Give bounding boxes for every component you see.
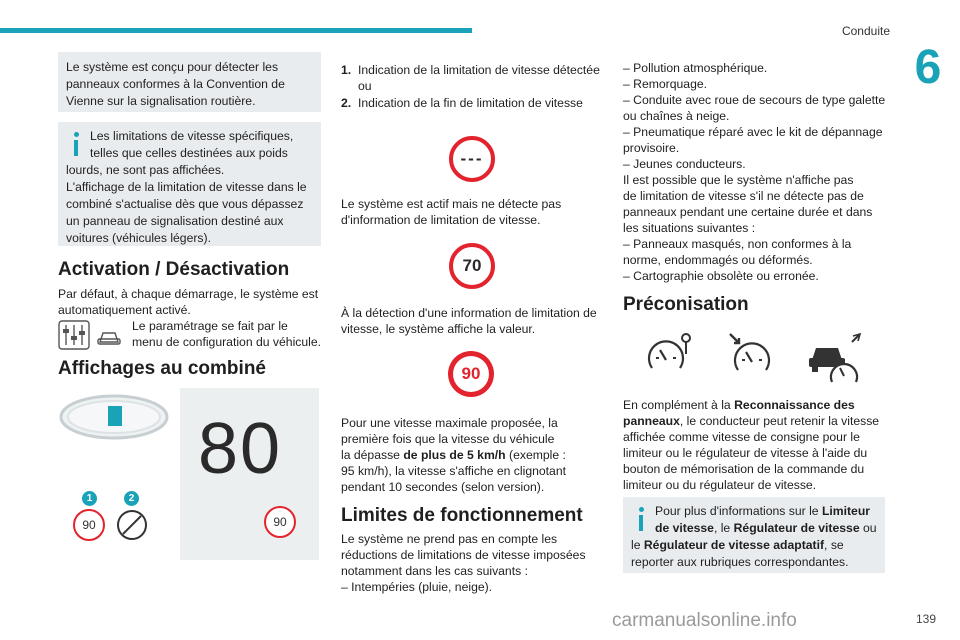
col3-line-8: Il est possible que le système n'affiche pas <box>623 173 854 187</box>
settings-icon <box>58 320 126 350</box>
activation-line-2: automatiquement activé. <box>58 303 191 317</box>
paragraph-2-line-1: À la détection d'une information de limitation de <box>341 306 597 320</box>
list-item-2-number: 2. <box>341 96 352 110</box>
preco-line-1b: Reconnaissance des <box>734 398 855 412</box>
activation-line-1: Par défaut, à chaque démarrage, le système est <box>58 287 319 301</box>
info-line-3: lourds, ne sont pas affichées. <box>66 163 225 177</box>
info2-line-2d: ou <box>859 521 877 535</box>
paragraph-4-line-4: – Intempéries (pluie, neige). <box>341 580 493 594</box>
speed-limit-sign-small <box>73 509 105 541</box>
info2-line-2b: , le <box>713 521 734 535</box>
info2-line-3b: Régulateur de vitesse adaptatif <box>643 538 825 552</box>
col3-line-7: – Jeunes conducteurs. <box>623 157 746 171</box>
paragraph-1-line-1: Le système est actif mais ne détecte pas <box>341 197 562 211</box>
paragraph-4-line-1: Le système ne prend pas en compte les <box>341 532 558 546</box>
preconisation-heading: Préconisation <box>623 294 749 315</box>
paragraph-3-line-5: pendant 10 secondes (selon version). <box>341 480 545 494</box>
section-title: Conduite <box>841 24 890 38</box>
info-icon-2 <box>639 515 643 531</box>
list-item-1-text: Indication de la limitation de vitesse détectée <box>358 63 600 77</box>
col3-line-3: – Conduite avec roue de secours de type galette <box>623 93 886 107</box>
info2-line-3a: le <box>631 538 644 552</box>
info2-line-1 <box>631 503 877 520</box>
info-box-2 <box>623 497 885 573</box>
activation-heading: Activation / Désactivation <box>58 259 290 280</box>
marker-1 <box>82 491 97 506</box>
info2-line-1b: Limiteur <box>821 504 871 518</box>
chapter-number: 6 <box>914 41 942 94</box>
paragraph-2-line-2: vitesse, le système affiche la valeur. <box>341 322 536 336</box>
intro-box <box>58 52 321 112</box>
info2-line-3 <box>631 537 877 554</box>
col3-line-11: les situations suivantes : <box>623 221 756 235</box>
cluster-speed-value: 80 <box>198 409 283 489</box>
preco-line-3: affichée comme vitesse de consigne pour le <box>623 430 860 444</box>
speed-limit-sign-small-value: 90 <box>82 518 96 532</box>
watermark: carmanualsonline.info <box>612 610 797 631</box>
info2-line-2a: de vitesse <box>655 521 714 535</box>
speed-sign-70 <box>449 243 495 289</box>
info-line-4: L'affichage de la limitation de vitesse dans le <box>66 180 307 194</box>
info-line-7: voitures (véhicules légers). <box>66 231 211 245</box>
paragraph-3-line-3a: la dépasse <box>341 448 404 462</box>
paragraph-3-line-3b: de plus de 5 km/h <box>403 448 506 462</box>
affichages-heading: Affichages au combiné <box>58 358 266 379</box>
speed-sign-90-value: 90 <box>461 364 481 383</box>
end-of-limit-icon <box>116 509 148 541</box>
speed-limiter-icon <box>646 330 694 378</box>
cruise-control-icon <box>726 330 774 378</box>
cluster-speed-sign <box>264 506 296 538</box>
col3-line-9: de limitation de vitesse s'il ne détecte pas de <box>623 189 864 203</box>
limites-heading: Limites de fonctionnement <box>341 505 583 526</box>
col3-line-6: provisoire. <box>623 141 680 155</box>
col3-line-14: – Cartographie obsolète ou erronée. <box>623 269 819 283</box>
list-item-1-or: ou <box>358 79 372 93</box>
preco-line-1 <box>623 397 855 414</box>
paragraph-4-line-3: notamment dans les cas suivants : <box>341 564 528 578</box>
info2-line-4: reporter aux rubriques correspondantes. <box>631 555 849 569</box>
paragraph-4-line-2: réductions de limitations de vitesse imposées <box>341 548 586 562</box>
cluster-lens-illustration <box>58 392 170 442</box>
col3-line-5: – Pneumatique réparé avec le kit de dépannage <box>623 125 883 139</box>
speed-sign-70-value: 70 <box>462 256 482 275</box>
marker-2-label: 2 <box>128 493 135 504</box>
page-number: 139 <box>915 612 936 626</box>
list-item-1-number: 1. <box>341 63 352 77</box>
info-line-6: un panneau de signalisation destiné aux <box>66 214 284 228</box>
col3-line-4: ou chaînes à neige. <box>623 109 730 123</box>
paragraph-3-line-4: 95 km/h), la vitesse s'affiche en clignotant <box>341 464 566 478</box>
info2-line-3c: , se <box>824 538 844 552</box>
speed-sign-90-flashing <box>448 351 494 397</box>
speed-sign-90-inner <box>453 356 489 392</box>
speed-sign-no-info <box>449 136 495 182</box>
marker-1-label: 1 <box>86 493 93 504</box>
info-icon <box>74 140 78 156</box>
info-icon-2-dot <box>639 507 644 512</box>
col3-line-10: panneaux pendant une certaine durée et dans <box>623 205 873 219</box>
paragraph-3-line-3c: (exemple : <box>505 448 566 462</box>
preco-line-2b: , le conducteur peut retenir la vitesse <box>679 414 880 428</box>
preco-line-6: limiteur ou du régulateur de vitesse. <box>623 478 817 492</box>
info2-line-2c: Régulateur de vitesse <box>733 521 860 535</box>
preco-line-1a: En complément à la <box>623 398 735 412</box>
col3-line-2: – Remorquage. <box>623 77 708 91</box>
col3-line-1: – Pollution atmosphérique. <box>623 61 768 75</box>
col3-line-12: – Panneaux masqués, non conformes à la <box>623 237 852 251</box>
preco-line-2 <box>623 413 879 430</box>
preco-line-5: bouton de mémorisation de la commande du <box>623 462 865 476</box>
activation-line-4: menu de configuration du véhicule. <box>132 335 322 349</box>
info-box <box>58 122 321 246</box>
paragraph-3-line-3 <box>341 447 566 464</box>
activation-line-3: Le paramétrage se fait par le <box>132 319 288 333</box>
info2-line-2 <box>631 520 877 537</box>
marker-2 <box>124 491 139 506</box>
info-line-1: Les limitations de vitesse spécifiques, <box>90 129 294 143</box>
cluster-speed-sign-value: 90 <box>273 515 287 529</box>
preco-line-2a: panneaux <box>623 414 680 428</box>
info-icon-dot <box>74 132 79 137</box>
header-accent-bar <box>0 28 472 33</box>
adaptive-cruise-control-icon <box>806 330 862 386</box>
list-item-2-text: Indication de la fin de limitation de vitesse <box>358 96 583 110</box>
speed-sign-no-info-value: --- <box>460 149 484 168</box>
paragraph-1-line-2: d'information de limitation de vitesse. <box>341 213 541 227</box>
info-line-5: combiné s'actualise dès que vous dépassez <box>66 197 304 211</box>
preco-line-4: limiteur ou le régulateur de vitesse à l'aide du <box>623 446 868 460</box>
paragraph-3-line-2: première fois que la vitesse du véhicule <box>341 432 555 446</box>
intro-text: Le système est conçu pour détecter les panneaux conformes à la Convention de Vienne sur la signalisation routière. <box>66 60 285 108</box>
paragraph-3-line-1: Pour une vitesse maximale proposée, la <box>341 416 558 430</box>
col3-line-13: norme, endommagés ou déformés. <box>623 253 813 267</box>
info2-line-1a: Pour plus d'informations sur le <box>655 504 822 518</box>
info-line-2: telles que celles destinées aux poids <box>90 146 288 160</box>
